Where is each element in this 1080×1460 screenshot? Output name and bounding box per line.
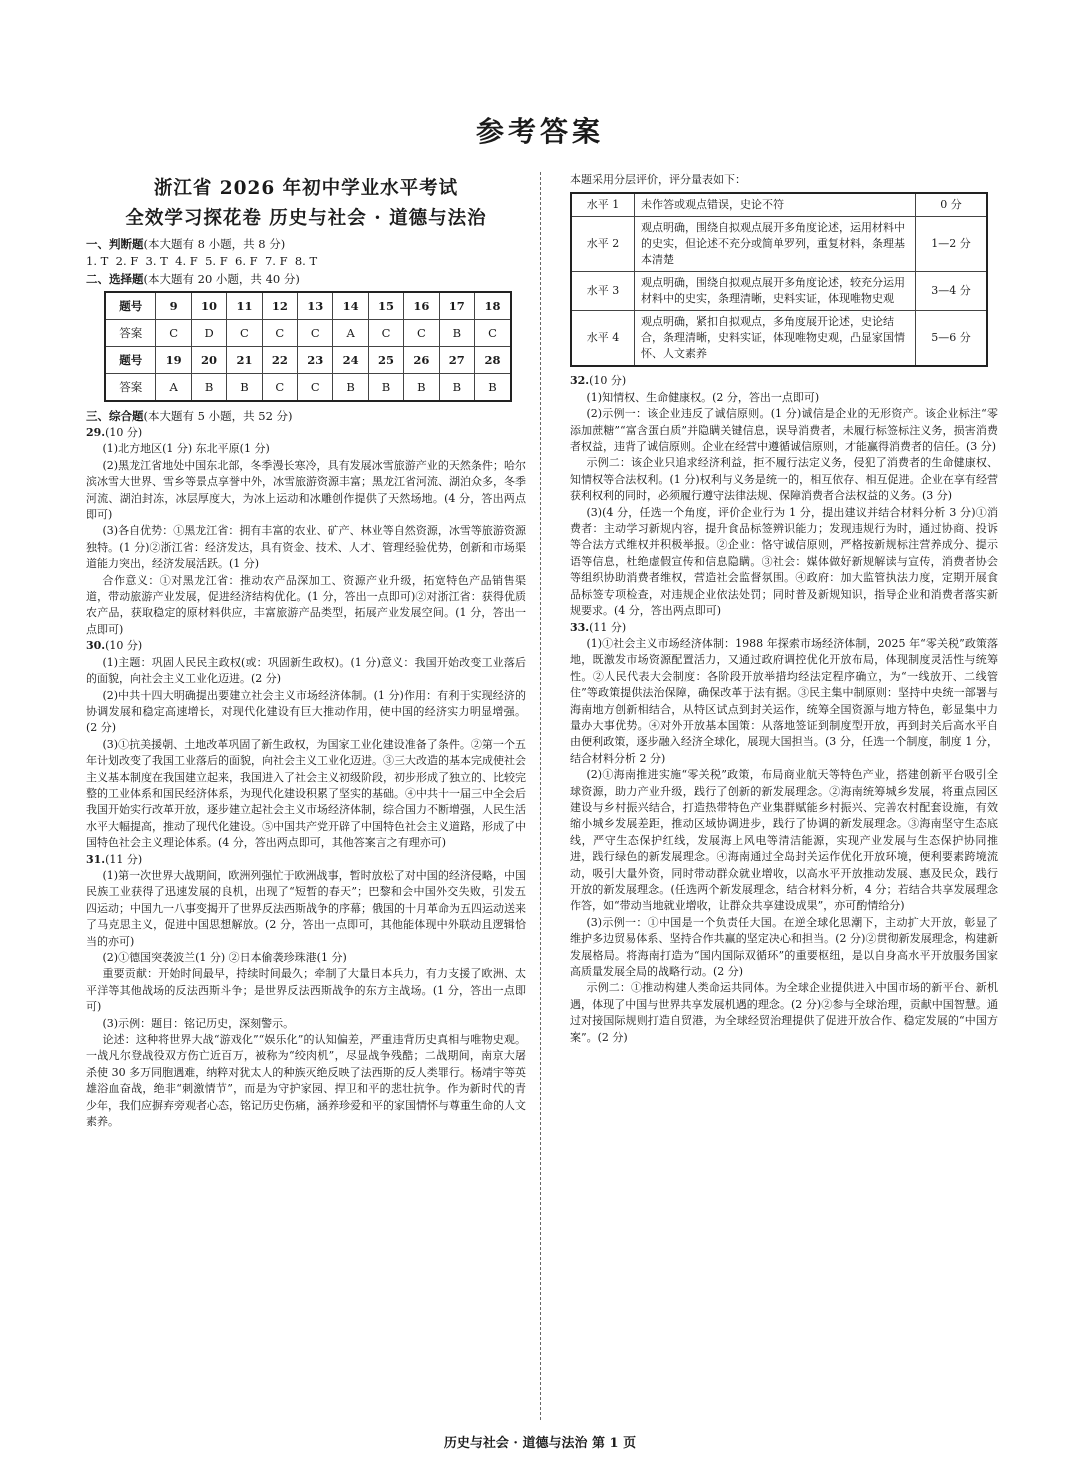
tf-answer: 2. F [115,254,139,268]
row-label: 答案 [105,374,156,402]
rubric-row [571,217,987,272]
question-number: 24 [333,347,368,374]
answer-cell: A [333,320,368,347]
question-number: 11 [227,292,262,320]
page-title: 参考答案 [475,115,604,148]
question-number: 25 [368,347,403,374]
question-number: 21 [227,347,262,374]
question-number: 16 [404,292,439,320]
section-3-heading [86,408,526,424]
answer-cell: C [474,320,511,347]
question-number: 26 [404,347,439,374]
left-column [86,172,526,1422]
rubric-score: 0 分 [916,193,988,217]
section-2-note: (本大题有 20 小题，共 40 分) [143,272,300,286]
q32-part1: (1)知情权、生命健康权。(2 分，答出一点即可) [586,390,820,404]
q29-part1: (1)北方地区(1 分) 东北平原(1 分) [102,442,270,456]
rubric-desc: 未作答或观点错误，史论不符 [635,193,916,217]
rubric-table [570,192,988,367]
page-footer: 历史与社会 · 道德与法治 第 1 页 [443,1436,637,1451]
tf-answer: 3. T [145,254,168,268]
answer-cell: C [262,320,297,347]
q31-score: (11 分) [105,852,143,866]
q32-score: (10 分) [589,374,627,388]
q33-part1: (1)①社会主义市场经济体制：1988 年探索市场经济体制，2025 年“零关税”政策落地，既激发市场资源配置活力，又通过政府调控优化开放布局，体现制度灵活性与统筹性。②人民代表大会制度：各阶段开放举措均经法定程序确立，为“一线放开、二线管住”等政策提供法治保障，确保改革于法有据。③民主集中制原则：坚持中央统一部署与海南地方创新相结合，从特区试点到封关运作，统筹全国资源与地方特色，彰显集中力量办大事优势。④对外开放基本国策：从落地签证到制度型开放，再到封关后高水平自由便利政策，逐步融入经济全球化，展现大国担当。(3 分，任选一个制度，制度 1 分，结合材料分析 2 分) [570,636,998,765]
section-1-title: 一、判断题 [86,237,144,251]
question-number: 18 [474,292,511,320]
answer-cell: C [368,320,403,347]
rubric-level: 水平 4 [571,311,635,367]
answer-cell: B [439,374,474,402]
section-3-title: 三、综合题 [86,409,144,423]
q32-number: 32. [570,374,590,388]
q32-part2: (2)示例一：该企业违反了诚信原则。(1 分)诚信是企业的无形资产。该企业标注“零添加蔗糖”“富含蛋白质”并隐瞒关键信息，误导消费者，未履行标签标注义务，损害消费者权益，违背了诚信原则。企业在经营中遵循诚信原则，才能赢得消费者的信任。(3 分) [570,407,998,454]
q30-part3: (3)①抗美援朝、土地改革巩固了新生政权，为国家工业化建设准备了条件。②第一个五年计划改变了我国工业落后的面貌，向社会主义工业化迈进。③三大改造的基本完成使社会主义基本制度在我国建立起来，我国进入了社会主义初级阶段，初步形成了独立的、比较完整的工业体系和国民经济体系，为现代化建设积累了坚实的基础。④中共十一届三中全会后我国开始实行改革开放，逐步建立起社会主义市场经济体制，综合国力不断增强，人民生活水平大幅提高，推动了现代化建设。⑤中国共产党开辟了中国特色社会主义道路，形成了中国特色社会主义理论体系。(4 分，答出两点即可，其他答案言之有理亦可) [86,737,526,850]
rubric-row [571,272,987,311]
q32-part3: 示例二：该企业只追求经济利益，拒不履行法定义务，侵犯了消费者的生命健康权、知情权等合法权利。(1 分)权利与义务是统一的，相互依存、相互促进。企业在享有经营获利权利的同时，必须履行遵守法律法规、保障消费者合法权益的义务。(3 分) [570,456,998,503]
question-number: 15 [368,292,403,320]
q29-score: (10 分) [105,426,143,439]
q29-part3: (3)各自优势：①黑龙江省：拥有丰富的农业、矿产、林业等自然资源，冰雪等旅游资源独特。(1 分)②浙江省：经济发达，具有资金、技术、人才、管理经验优势，创新和市场渠道能力突出，经济发展活跃。(1 分) [86,524,526,571]
q33-number: 33. [570,620,590,634]
q29-header [86,425,526,441]
q33-header [570,620,998,636]
q30-score: (10 分) [105,639,143,653]
answer-cell: B [474,374,511,402]
question-number: 28 [474,347,511,374]
answer-row [105,320,511,347]
rubric-desc: 观点明确，围绕自拟观点展开多角度论述，较充分运用材料中的史实，条理清晰，史料实证，体现唯物史观 [635,272,916,311]
question-number: 22 [262,347,297,374]
q31-part1: (1)第一次世界大战期间，欧洲列强忙于欧洲战事，暂时放松了对中国的经济侵略，中国民族工业获得了迅速发展的良机，出现了“短暂的春天”；巴黎和会中国外交失败，引发五四运动；中国九一八事变揭开了世界反法西斯战争的序幕；俄国的十月革命为五四运动送来了马克思主义，促进中国思想解放。(2 分，答出一点即可，其他能体现中外联动且逻辑恰当的亦可) [86,868,526,948]
answer-cell: C [262,374,297,402]
row-label: 答案 [105,320,156,347]
row-label: 题号 [105,347,156,374]
section-3-note: (本大题有 5 小题，共 52 分) [143,409,293,423]
question-number-row [105,292,511,320]
question-number-row [105,347,511,374]
q33-score: (11 分) [589,620,627,634]
answer-cell: C [227,320,262,347]
q30-header [86,638,526,654]
tf-answer: 6. F [235,254,258,268]
exam-subtitle: 全效学习探花卷 历史与社会 · 道德与法治 [125,208,487,229]
q31-header [86,852,526,868]
answer-cell: B [333,374,368,402]
q33-part4: 示例二：①推动构建人类命运共同体。为全球企业提供进入中国市场的新平台、新机遇，体现了中国与世界共享发展机遇的理念。(2 分)②参与全球治理，贡献中国智慧。通过对接国际规则打造自贸港，为全球经贸治理提供了促进开放合作、稳定发展的“中国方案”。(2 分) [570,981,998,1044]
answer-cell: B [227,374,262,402]
q30-part2: (2)中共十四大明确提出要建立社会主义市场经济体制。(1 分)作用：有利于实现经济的协调发展和稳定高速增长，对现代化建设有巨大推动作用，使中国的经济实力明显增强。(2 分) [86,688,526,735]
rubric-intro: 本题采用分层评价，评分量表如下： [570,173,746,186]
rubric-desc: 观点明确，紧扣自拟观点，多角度展开论述，史论结合，条理清晰，史料实证，体现唯物史观，凸显家国情怀、人文素养 [635,311,916,367]
tf-answer: 7. F [264,254,288,268]
question-number: 10 [191,292,226,320]
question-number: 27 [439,347,474,374]
right-column [570,172,998,1422]
question-number: 13 [298,292,333,320]
tf-answer: 5. F [205,254,228,268]
question-number: 19 [156,347,191,374]
question-number: 9 [156,292,191,320]
rubric-score: 3—4 分 [916,272,988,311]
q31-part4: (3)示例：题目：铭记历史，深刻警示。 [102,1016,295,1030]
choice-answer-table [104,291,512,402]
q29-number: 29. [86,426,106,439]
rubric-level: 水平 2 [571,217,635,272]
q30-part1: (1)主题：巩固人民民主政权(或：巩固新生政权)。(1 分)意义：我国开始改变工业落后的面貌，向社会主义工业化迈进。(2 分) [86,655,526,686]
section-2-heading [86,271,526,287]
answer-row [105,374,511,402]
q33-part2: (2)①海南推进实施“零关税”政策，布局商业航天等特色产业，搭建创新平台吸引全球资源，助力产业升级，践行了创新的新发展理念。②海南统筹城乡发展，将重点园区建设与乡村振兴结合，打造热带特色产业集群赋能乡村振兴、完善农村配套设施，有效缩小城乡发展差距，推动区域协调进步，践行了协调的新发展理念。③海南坚守生态底线，严守生态保护红线，发展海上风电等清洁能源，实现产业发展与生态保护协同推进，践行绿色的新发展理念。④海南通过全岛封关运作优化开放环境，便利要素跨境流动，吸引大量外资，同时带动群众就业增收，以高水平开放推动发展、惠及民众，践行开放的新发展理念。(任选两个新发展理念，结合材料分析，4 分；若结合共享发展理念作答，如“带动当地就业增收，让群众共享建设成果”，亦可酌情给分) [570,768,998,913]
section-1-note: (本大题有 8 小题，共 8 分) [143,237,286,251]
answer-cell: B [439,320,474,347]
section-2-title: 二、选择题 [86,272,144,286]
q31-part2: (2)①德国突袭波兰(1 分) ②日本偷袭珍珠港(1 分) [102,951,347,964]
tf-answer: 4. F [175,254,198,268]
rubric-level: 水平 3 [571,272,635,311]
rubric-level: 水平 1 [571,193,635,217]
column-divider [540,172,541,1420]
answer-cell: A [156,374,191,402]
answer-cell: C [404,320,439,347]
rubric-row [571,311,987,367]
q30-number: 30. [86,639,106,653]
answer-cell: C [298,374,333,402]
q29-part4: 合作意义：①对黑龙江省：推动农产品深加工、资源产业升级，拓宽特色产品销售渠道，带动旅游产业发展，促进经济结构优化。(1 分，答出一点即可)②对浙江省：获得优质农产品，获取稳定的原材料供应，丰富旅游产品类型，拓展产业发展空间。(1 分，答出一点即可) [86,573,526,636]
tf-answer: 8. T [294,254,318,268]
rubric-desc: 观点明确，围绕自拟观点展开多角度论述，运用材料中的史实，但论述不充分或简单罗列，重复材料，条理基本清楚 [635,217,916,272]
answer-cell: D [191,320,226,347]
answer-cell: C [156,320,191,347]
answer-cell: B [191,374,226,402]
question-number: 23 [298,347,333,374]
answer-cell: B [404,374,439,402]
answer-cell: B [368,374,403,402]
question-number: 12 [262,292,297,320]
tf-answer: 1. T [86,254,109,268]
q31-part5: 论述：这种将世界大战“游戏化”“娱乐化”的认知偏差，严重违背历史真相与唯物史观。一战凡尔登战役双方伤亡近百万，被称为“绞肉机”，尽显战争残酷；二战期间，南京大屠杀使 30 多万同胞遇难，纳粹对犹太人的种族灭绝反映了法西斯的反人类罪行。杨靖宇等英雄浴血奋战，绝非“刺激情节”，而是为守护家园、捍卫和平的悲壮抗争。作为新时代的青少年，我们应摒弃旁观者心态，铭记历史伤痛，涵养珍爱和平的家国情怀与尊重生命的人文素养。 [86,1033,526,1129]
q31-part3: 重要贡献：开始时间最早，持续时间最久；牵制了大量日本兵力，有力支援了欧洲、太平洋等其他战场的反法西斯斗争；是世界反法西斯战争的东方主战场。(1 分，答出一点即可) [86,967,526,1014]
true-false-answers [86,254,526,268]
q31-number: 31. [86,852,106,866]
question-number: 14 [333,292,368,320]
rubric-score: 1—2 分 [916,217,988,272]
question-number: 17 [439,292,474,320]
exam-title: 浙江省 2026 年初中学业水平考试 [153,178,459,199]
row-label: 题号 [105,292,156,320]
rubric-row [571,193,987,217]
answer-cell: C [298,320,333,347]
q29-part2: (2)黑龙江省地处中国东北部，冬季漫长寒冷，具有发展冰雪旅游产业的天然条件；哈尔滨冰雪大世界、雪乡等景点享誉中外，冰雪旅游资源丰富；黑龙江省河流、湖泊众多，冬季河流、湖泊封冻，冰层厚度大，为冰上运动和冰雕创作提供了天然场地。(4 分，答出两点即可) [86,458,526,522]
rubric-score: 5—6 分 [916,311,988,367]
q32-header [570,373,998,389]
q32-part4: (3)(4 分，任选一个角度，评价企业行为 1 分，提出建议并结合材料分析 3 分)①消费者：主动学习新规内容，提升食品标签辨识能力；发现违规行为时，通过协商、投诉等合法方式维权并积极举报。②企业：恪守诚信原则，严格按新规标注营养成分、提示语等信息，杜绝虚假宣传和信息隐瞒。③社会：媒体做好新规解读与宣传，消费者协会等组织协助消费者维权，营造社会监督氛围。④政府：加大监管执法力度，定期开展食品标签专项检查，对违规企业依法处罚；同时普及新规知识，指导企业和消费者落实新规要求。(4 分，答出两点即可) [570,505,998,618]
q33-part3: (3)示例一：①中国是一个负责任大国。在逆全球化思潮下，主动扩大开放，彰显了维护多边贸易体系、坚持合作共赢的坚定决心和担当。(2 分)②贯彻新发展理念，构建新发展格局。将海南打造为“国内国际双循环”的重要枢纽，是以自身高水平开放服务国家高质量发展全局的战略行动。(2 分) [570,915,998,979]
section-1-heading [86,236,526,252]
question-number: 20 [191,347,226,374]
